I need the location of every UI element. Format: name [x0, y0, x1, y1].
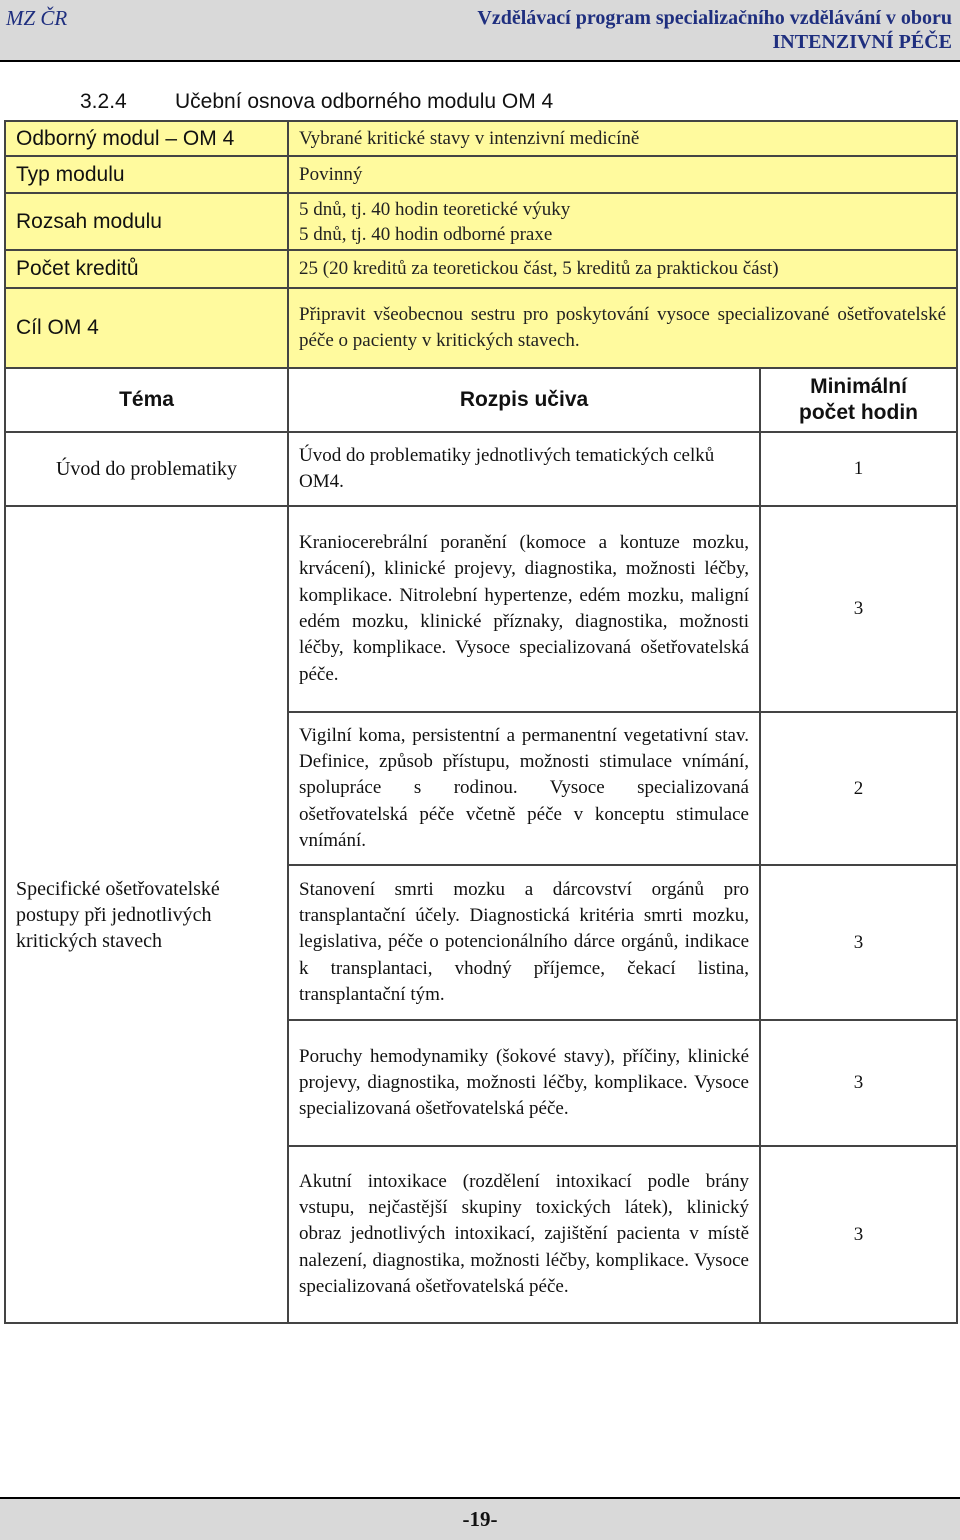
module-type-value: Povinný: [288, 156, 957, 193]
topic-content: Stanovení smrti mozku a dárcovství orgánů pro transplantační účely. Diagnostická kritéria smrti mozku, legislativa, péče o potencionálního dárce orgánů, indikace k transplantaci, vhodný příjemce, čekací listina, transplantační tým.: [288, 865, 760, 1020]
column-content: Rozpis učiva: [288, 368, 760, 432]
topic-hours: 3: [760, 865, 957, 1020]
column-hours: [760, 368, 957, 432]
module-scope-label: Rozsah modulu: [5, 193, 288, 250]
credits-label: Počet kreditů: [5, 250, 288, 288]
topic-hours: 1: [760, 432, 957, 506]
module-scope-value: [288, 193, 957, 250]
scope-line1: 5 dnů, tj. 40 hodin teoretické výuky: [299, 198, 571, 220]
program-title-line2: INTENZIVNÍ PÉČE: [772, 31, 952, 53]
module-row: [5, 121, 957, 156]
page-number: -19-: [462, 1507, 498, 1531]
topic-hours: 3: [760, 1146, 957, 1323]
section-heading: [80, 90, 553, 114]
page-header: [0, 0, 960, 62]
topic-name: Specifické ošetřovatelské postupy při jednotlivých kritických stavech: [5, 506, 288, 1323]
scope-line2: 5 dnů, tj. 40 hodin odborné praxe: [299, 223, 553, 245]
topic-row: [5, 506, 957, 712]
module-type-label: Typ modulu: [5, 156, 288, 193]
page-footer: [0, 1497, 960, 1540]
topic-hours: 3: [760, 1020, 957, 1146]
section-number: 3.2.4: [80, 90, 127, 113]
topic-content: Vigilní koma, persistentní a permanentní vegetativní stav. Definice, způsob přístupu, možnosti stimulace vnímání, spolupráce s rodinou. Vysoce specializovaná ošetřovatelská péče včetně péče v konceptu stimulace vnímání.: [288, 712, 760, 865]
topic-content: Kraniocerebrální poranění (komoce a kontuze mozku, krvácení), klinické projevy, diagnostika, možnosti léčby, komplikace. Nitrolební hypertenze, edém mozku, maligní edém mozku, klinické příznaky, diagnostika, možnosti léčby, komplikace. Vysoce specializovaná ošetřovatelská péče.: [288, 506, 760, 712]
topic-name: Úvod do problematiky: [5, 432, 288, 506]
topic-content: Úvod do problematiky jednotlivých tematických celků OM4.: [288, 432, 760, 506]
topic-row: [5, 432, 957, 506]
credits-row: [5, 250, 957, 288]
program-title: [477, 6, 952, 54]
module-scope-row: [5, 193, 957, 250]
goal-label: Cíl OM 4: [5, 288, 288, 368]
topic-content: Akutní intoxikace (rozdělení intoxikací podle brány vstupu, nejčastější skupiny toxických látek), klinický obraz jednotlivých intoxikací, zajištění pacienta v místě nalezení, diagnostika, možnosti léčby, komplikace. Vysoce specializovaná ošetřovatelská péče.: [288, 1146, 760, 1323]
column-hours-line2: počet hodin: [799, 401, 918, 424]
column-topic: Téma: [5, 368, 288, 432]
module-type-row: [5, 156, 957, 193]
goal-value: Připravit všeobecnou sestru pro poskytování vysoce specializované ošetřovatelské péče o pacienty v kritických stavech.: [288, 288, 957, 368]
module-value: Vybrané kritické stavy v intenzivní medicíně: [288, 121, 957, 156]
column-header-row: [5, 368, 957, 432]
column-hours-line1: Minimální: [810, 375, 907, 398]
topic-content: Poruchy hemodynamiky (šokové stavy), příčiny, klinické projevy, diagnostika, možnosti léčby, komplikace. Vysoce specializovaná ošetřovatelská péče.: [288, 1020, 760, 1146]
module-label: Odborný modul – OM 4: [5, 121, 288, 156]
goal-row: [5, 288, 957, 368]
topic-hours: 2: [760, 712, 957, 865]
credits-value: 25 (20 kreditů za teoretickou část, 5 kreditů za praktickou část): [288, 250, 957, 288]
topic-hours: 3: [760, 506, 957, 712]
module-table: [4, 120, 958, 1324]
section-title: Učební osnova odborného modulu OM 4: [175, 90, 554, 113]
ministry-label: MZ ČR: [6, 6, 68, 30]
program-title-line1: Vzdělávací program specializačního vzdělávání v oboru: [477, 7, 952, 29]
